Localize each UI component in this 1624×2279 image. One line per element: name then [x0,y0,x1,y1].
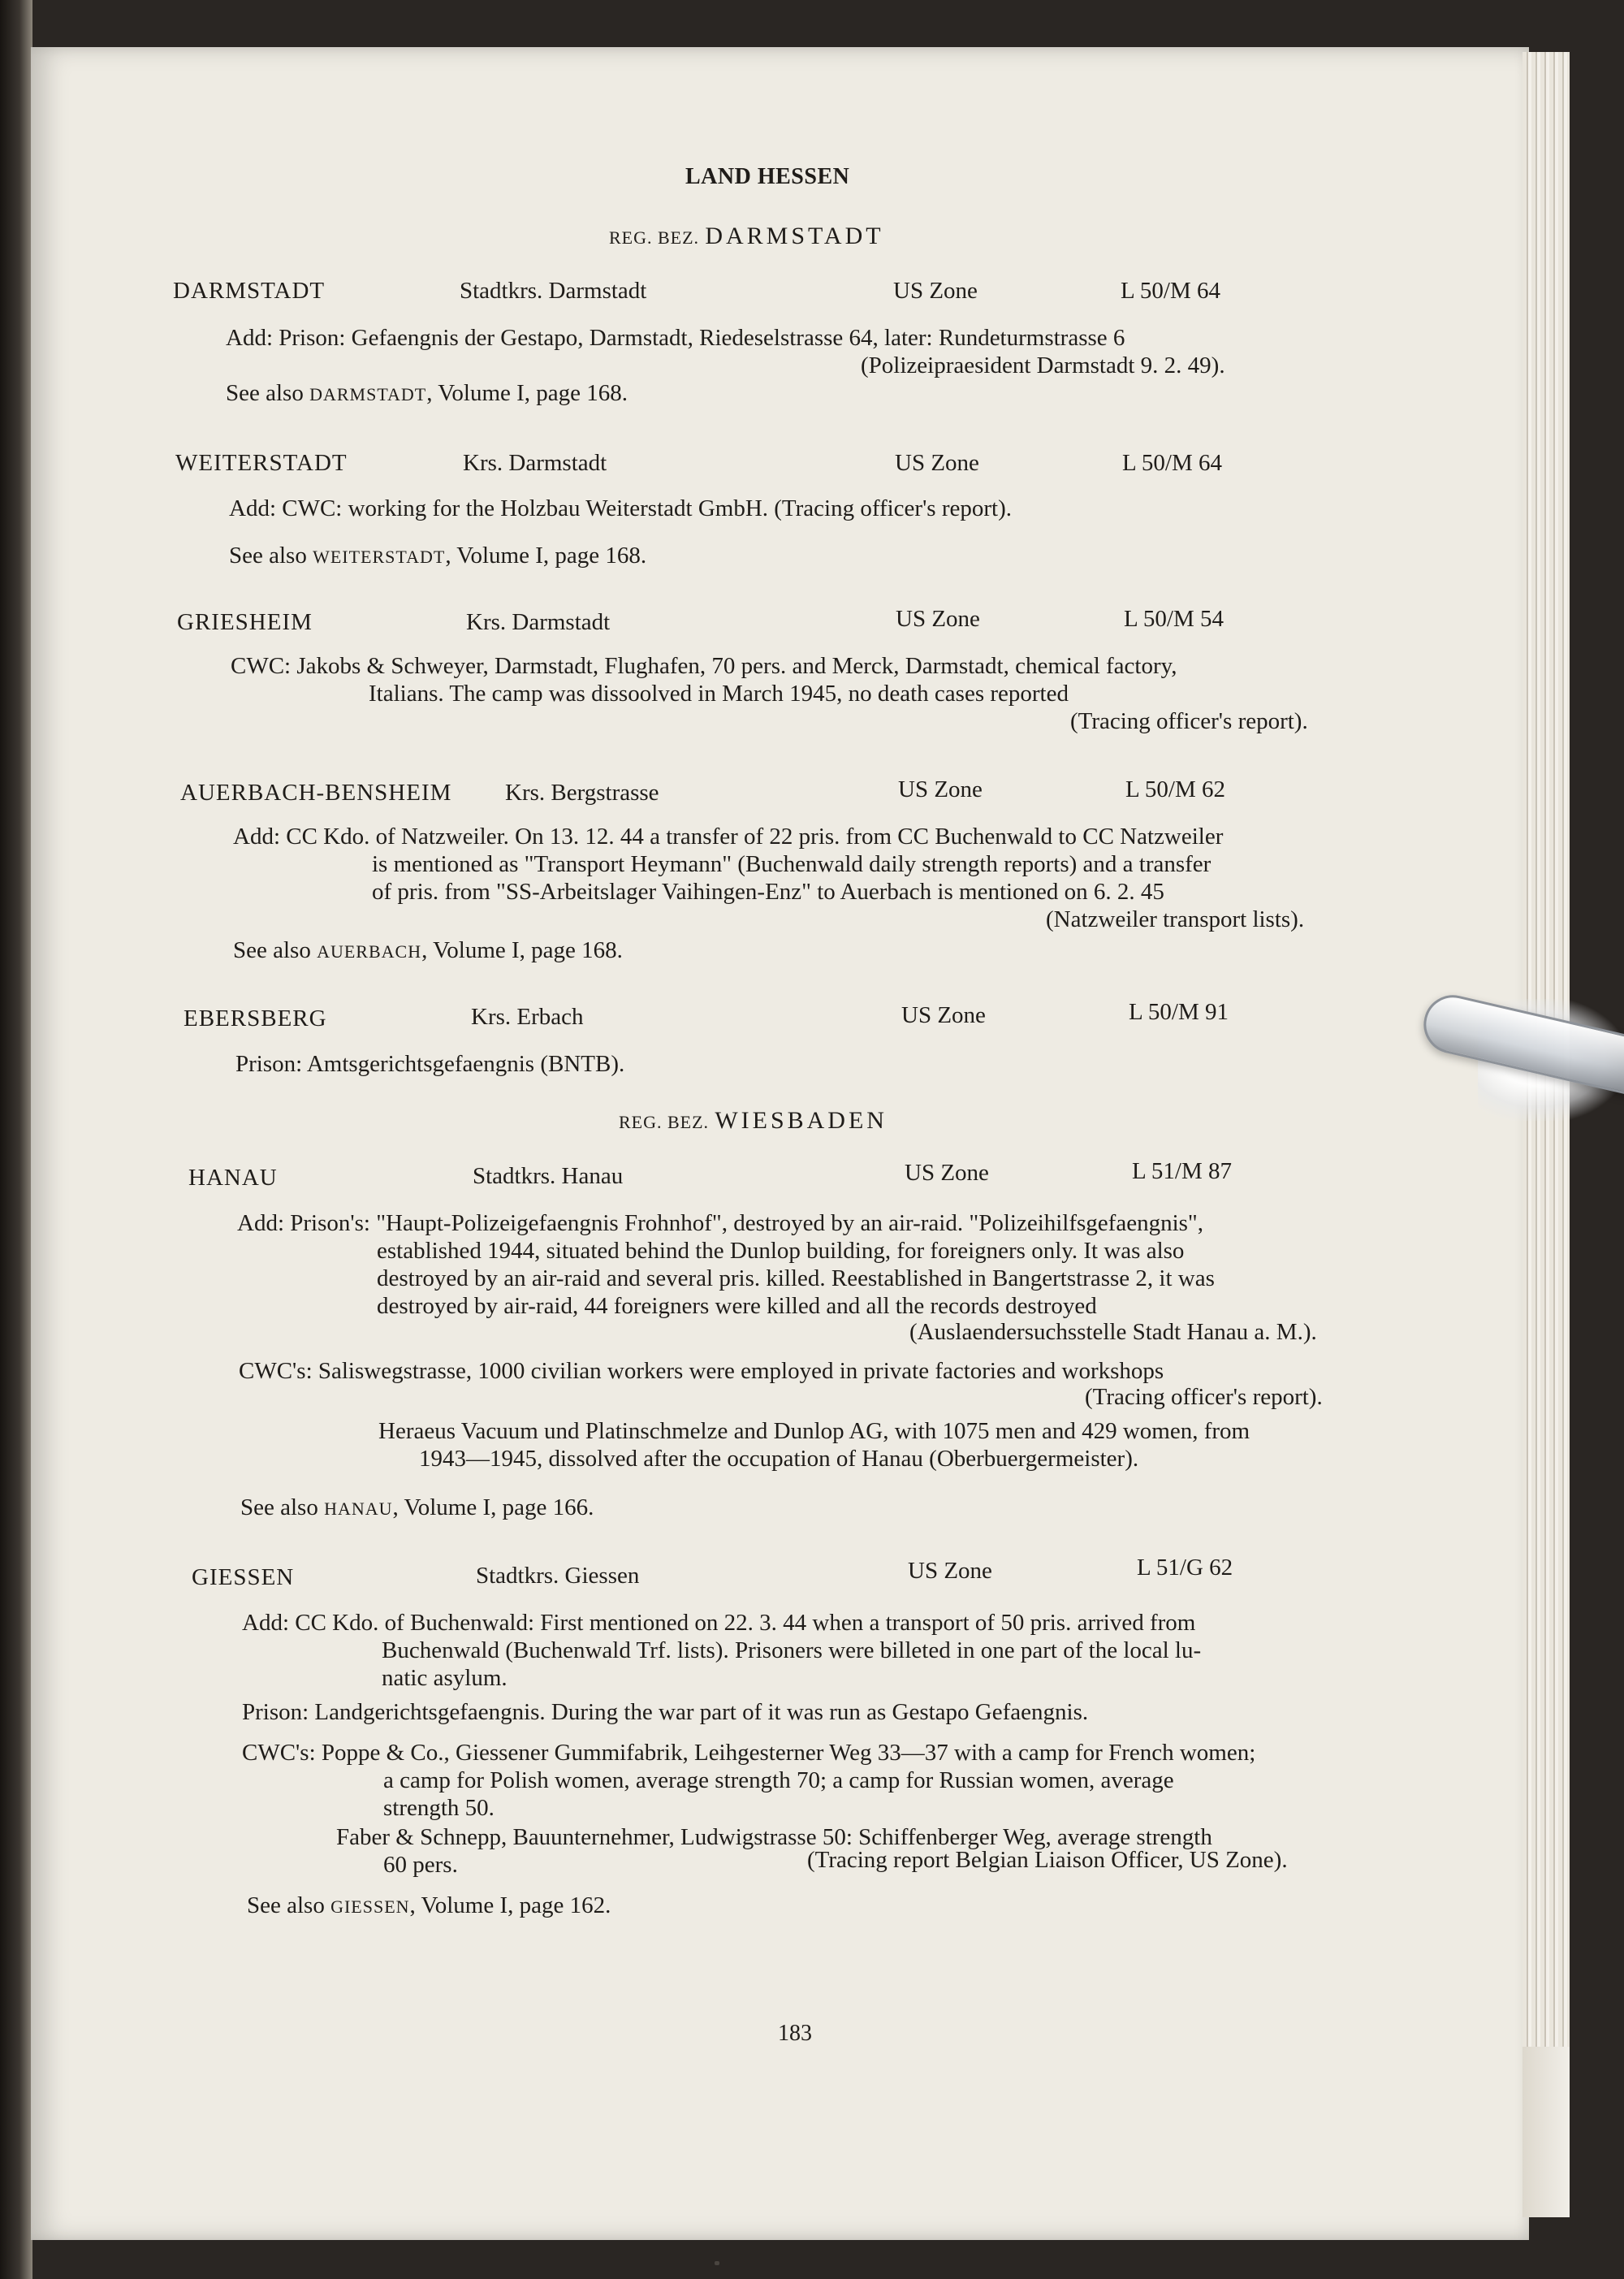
entry-line: 1943—1945, dissolved after the occupation of Hanau (Oberbuergermeister). [419,1446,1139,1472]
see-also: See also GIESSEN, Volume I, page 162. [247,1892,611,1918]
entry-line: strength 50. [383,1795,495,1821]
entry-line: (Polizeipraesident Darmstadt 9. 2. 49). [861,352,1225,378]
entry-line: Prison: Amtsgerichtsgefaengnis (BNTB). [235,1051,625,1077]
entry-line: Buchenwald (Buchenwald Trf. lists). Prisoners were billeted in one part of the local lu- [382,1637,1202,1663]
entry-line: Add: CWC: working for the Holzbau Weiterstadt GmbH. (Tracing officer's report). [229,495,1012,521]
entry-grid: L 51/G 62 [1137,1555,1233,1581]
entry-zone: US Zone [895,450,979,476]
entry-line: established 1944, situated behind the Dunlop building, for foreigners only. It was also [377,1238,1185,1264]
entry-line: Add: CC Kdo. of Buchenwald: First mentioned on 22. 3. 44 when a transport of 50 pris. arrived from [242,1610,1196,1636]
entry-zone: US Zone [901,1002,986,1028]
see-also: See also AUERBACH, Volume I, page 168. [233,937,623,963]
entry-line: destroyed by air-raid, 44 foreigners were killed and all the records destroyed [377,1293,1097,1319]
entry-district: Stadtkrs. Darmstadt [460,278,647,304]
entry-line: is mentioned as "Transport Heymann" (Buchenwald daily strength reports) and a transfer [372,851,1212,877]
see-also: See also DARMSTADT, Volume I, page 168. [226,380,628,406]
entry-district: Krs. Darmstadt [466,609,611,635]
region-heading [609,222,884,253]
page-number: 183 [778,2021,812,2046]
entry-line: natic asylum. [382,1665,508,1691]
region-prefix: REG. BEZ. [609,227,700,248]
region-name: WIESBADEN [715,1107,888,1134]
entry-district: Krs. Erbach [471,1004,584,1030]
entry-name: AUERBACH-BENSHEIM [180,780,452,806]
entry-name: WEITERSTADT [175,450,348,476]
entry-name: GRIESHEIM [177,609,313,635]
entry-name: EBERSBERG [184,1005,327,1031]
entry-line: (Auslaendersuchsstelle Stadt Hanau a. M.). [909,1319,1317,1345]
page-title: LAND HESSEN [685,164,850,189]
entry-grid: L 51/M 87 [1132,1158,1232,1184]
entry-line: Faber & Schnepp, Bauunternehmer, Ludwigstrasse 50: Schiffenberger Weg, average strength [336,1824,1212,1850]
entry-line: CWC's: Poppe & Co., Giessener Gummifabrik, Leihgesterner Weg 33—37 with a camp for French women; [242,1740,1256,1766]
entry-grid: L 50/M 54 [1124,606,1224,632]
entry-line: Add: Prison's: "Haupt-Polizeigefaengnis Frohnhof", destroyed by an air-raid. "Polizeihilfsgefaengnis", [237,1210,1204,1236]
entry-line: (Tracing report Belgian Liaison Officer, US Zone). [807,1847,1288,1873]
entry-line: of pris. from "SS-Arbeitslager Vaihingen-Enz" to Auerbach is mentioned on 6. 2. 45 [372,879,1164,905]
dust-speck [715,2261,719,2265]
entry-line: Italians. The camp was dissoolved in March 1945, no death cases reported [369,681,1069,707]
entry-name: DARMSTADT [173,278,326,304]
entry-line: CWC: Jakobs & Schweyer, Darmstadt, Flughafen, 70 pers. and Merck, Darmstadt, chemical factory, [231,653,1177,679]
entry-zone: US Zone [905,1160,989,1186]
entry-line: CWC's: Saliswegstrasse, 1000 civilian workers were employed in private factories and workshops [239,1358,1164,1384]
see-also: See also HANAU, Volume I, page 166. [240,1494,594,1520]
entry-line: (Natzweiler transport lists). [1046,906,1305,932]
entry-line: Heraeus Vacuum und Platinschmelze and Dunlop AG, with 1075 men and 429 women, from [378,1418,1250,1444]
entry-zone: US Zone [896,606,980,632]
entry-name: GIESSEN [192,1564,295,1590]
entry-name: HANAU [188,1165,278,1191]
entry-line: Add: Prison: Gefaengnis der Gestapo, Darmstadt, Riedeselstrasse 64, later: Rundeturmstrasse 6 [226,325,1125,351]
entry-district: Krs. Darmstadt [463,450,607,476]
entry-line: a camp for Polish women, average strength 70; a camp for Russian women, average [383,1767,1174,1793]
entry-district: Stadtkrs. Giessen [476,1563,640,1589]
region-prefix: REG. BEZ. [619,1112,710,1132]
entry-grid: L 50/M 64 [1121,278,1220,304]
entry-line: 60 pers. [383,1852,458,1878]
entry-zone: US Zone [898,776,983,802]
entry-district: Krs. Bergstrasse [505,780,659,806]
entry-line: destroyed by an air-raid and several pris. killed. Reestablished in Bangertstrasse 2, it was [377,1265,1215,1291]
entry-grid: L 50/M 62 [1125,776,1225,802]
entry-line: (Tracing officer's report). [1085,1384,1323,1410]
entry-district: Stadtkrs. Hanau [473,1163,624,1189]
entry-zone: US Zone [893,278,978,304]
entry-grid: L 50/M 91 [1129,999,1229,1025]
entry-zone: US Zone [908,1558,992,1584]
entry-grid: L 50/M 64 [1122,450,1222,476]
entry-line: Add: CC Kdo. of Natzweiler. On 13. 12. 44 a transfer of 22 pris. from CC Buchenwald to CC Natzweiler [233,824,1224,850]
region-name: DARMSTADT [705,223,884,249]
entry-line: (Tracing officer's report). [1070,708,1308,734]
region-heading [619,1106,888,1137]
entry-line: Prison: Landgerichtsgefaengnis. During the war part of it was run as Gestapo Gefaengnis. [242,1699,1089,1725]
see-also: See also WEITERSTADT, Volume I, page 168. [229,543,647,569]
